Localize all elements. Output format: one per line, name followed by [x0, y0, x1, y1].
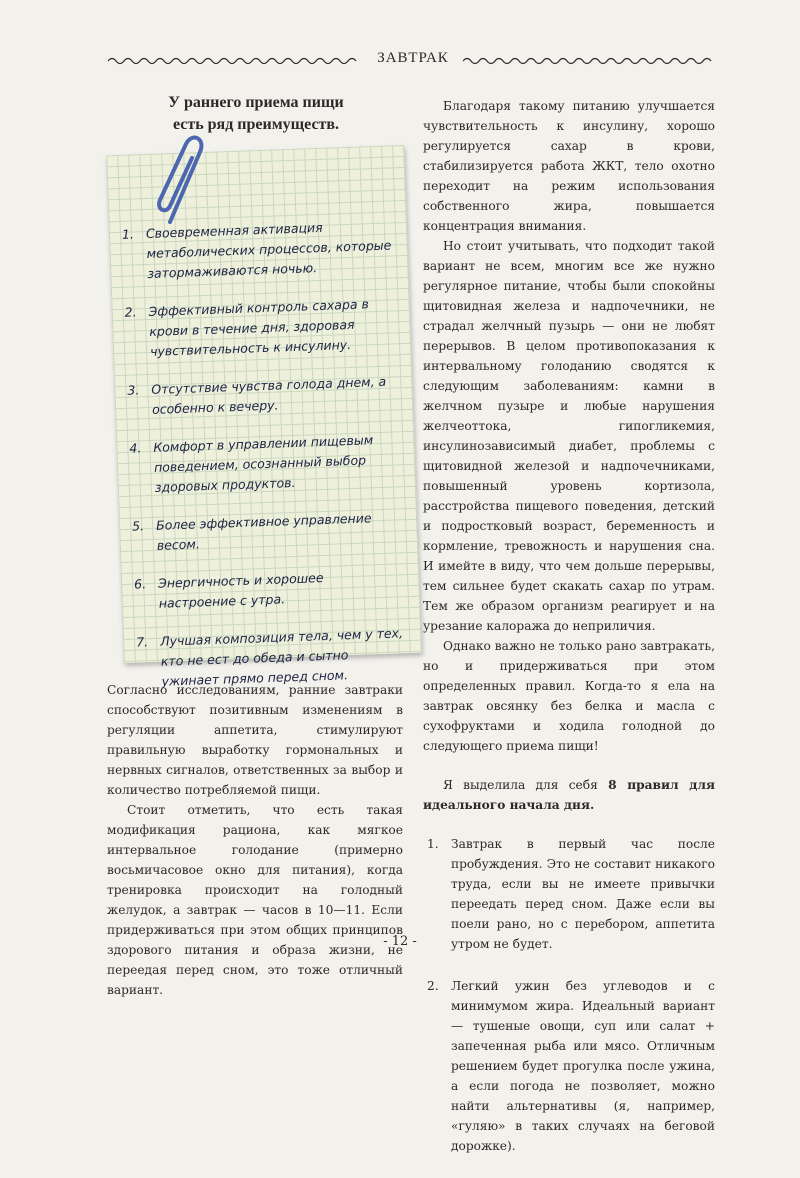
- item-number: 6.: [133, 576, 147, 592]
- rules-intro-text: Я выделила для себя: [443, 778, 609, 792]
- left-body-text: [107, 680, 403, 1000]
- item-number: 2.: [124, 304, 137, 320]
- rules-intro-bold: 8 правил для идеального начала дня.: [423, 778, 715, 812]
- paperclip-icon: [148, 130, 218, 230]
- rule-text: Завтрак в первый час после пробуждения. Это не составит никакого труда, если вы не имеете привычки переедать перед сном. Даже если вы поели рано, но с перебором, аппетита утром не будет.: [451, 837, 715, 951]
- right-column: [423, 96, 715, 1178]
- item-text: Энергичность и хорошее настроение с утра.: [157, 570, 324, 611]
- section-title: ЗАВТРАК: [377, 50, 449, 66]
- item-text: Лучшая композиция тела, чем у тех, кто не ест до обеда и сытно ужинает прямо перед сном.: [159, 625, 404, 689]
- paragraph: Стоит отметить, что есть такая модификация рациона, как мягкое интервальное голодание (примерно восьмичасовое окно для питания), когда тренировка происходит на голодный желудок, а завтрак — часов в 10—11. Если придерживаться при этом общих принципов здорового питания и образа жизни, не переедая перед сном, это тоже отличный вариант.: [107, 803, 403, 997]
- rule-text: Легкий ужин без углеводов и с минимумом жира. Идеальный вариант — тушеные овощи, суп или салат + запеченная рыба или мясо. Отличным решением будет прогулка после ужина, а если погода не позволяет, можно найти альтернативы (я, например, «гуляю» в таких случаях на беговой дорожке).: [451, 979, 715, 1153]
- list-item: [423, 976, 715, 1156]
- page-number: - 12 -: [383, 934, 417, 949]
- item-number: 4.: [129, 440, 142, 456]
- item-text: Своевременная активация метаболических процессов, которые затормаживаются ночью.: [145, 219, 392, 281]
- item-number: 7.: [135, 634, 149, 650]
- list-item: [124, 293, 396, 362]
- list-item: [127, 371, 398, 420]
- list-item: [132, 507, 403, 556]
- rules-list: [423, 834, 715, 1156]
- item-text: Более эффективное управление весом.: [155, 510, 372, 553]
- rule-number: 2.: [427, 979, 439, 993]
- item-text: Отсутствие чувства голода днем, а особенно к вечеру.: [151, 373, 387, 417]
- list-item: [122, 215, 394, 284]
- item-number: 3.: [127, 382, 140, 398]
- benefits-list: [122, 215, 409, 710]
- paragraph: Согласно исследованиям, ранние завтраки способствуют позитивным изменениям в регуляции аппетита, стимулируют правильную выработку гормональных и нервных сигналов, ответственных за выбор и количество потребляемой пищи.: [107, 683, 403, 797]
- paragraph: Но стоит учитывать, что подходит такой вариант не всем, многим все же нужно регулярное питание, чтобы были спокойны щитовидная железа и надпочечники, не страдал желчный пузырь — они не любят перерывов. В целом противопоказания к интервальному голоданию сводятся к следующим заболеваниям: камни в желчном пузыре и любые нарушения желчеоттока, гипогликемия, инсулинозависимый диабет, проблемы с щитовидной железой и надпочечниками, повышенный уровень кортизола, расстройства пищевого поведения, детский и подростковый возраст, беременность и кормление, тревожность и нарушения сна. И имейте в виду, что чем дольше перерывы, тем сильнее будет скакать сахар по утрам. Тем же образом организм реагирует и на урезание калоража до неприличия.: [423, 239, 715, 633]
- paragraph: Однако важно не только рано завтракать, но и придерживаться при этом определенных правил. Когда-то я ела на завтрак овсянку без белка и масла с сухофруктами и ходила голодной до следующего приема пищи!: [423, 639, 716, 753]
- item-number: 1.: [121, 226, 135, 242]
- paragraph: Благодаря такому питанию улучшается чувствительность к инсулину, хорошо регулируется сахар в крови, стабилизируется работа ЖКТ, тело охотно переходит на режим использования собственного жира, повышается концентрация внимания.: [423, 99, 715, 233]
- wave-divider-right-icon: [463, 56, 718, 66]
- rule-number: 1.: [427, 837, 439, 851]
- list-item: [134, 565, 405, 614]
- rules-intro: [423, 775, 715, 815]
- page-header: [108, 50, 718, 74]
- item-number: 5.: [131, 518, 145, 534]
- intro-title-line-2: есть ряд преимуществ.: [172, 116, 340, 133]
- intro-title-line-1: У раннего приема пищи: [168, 94, 344, 111]
- list-item: [129, 429, 401, 498]
- item-text: Комфорт в управлении пищевым поведением, осознанный выбор здоровых продуктов.: [153, 432, 374, 495]
- item-text: Эффективный контроль сахара в крови в течение дня, здоровая чувствительность к инсулину.: [148, 296, 370, 359]
